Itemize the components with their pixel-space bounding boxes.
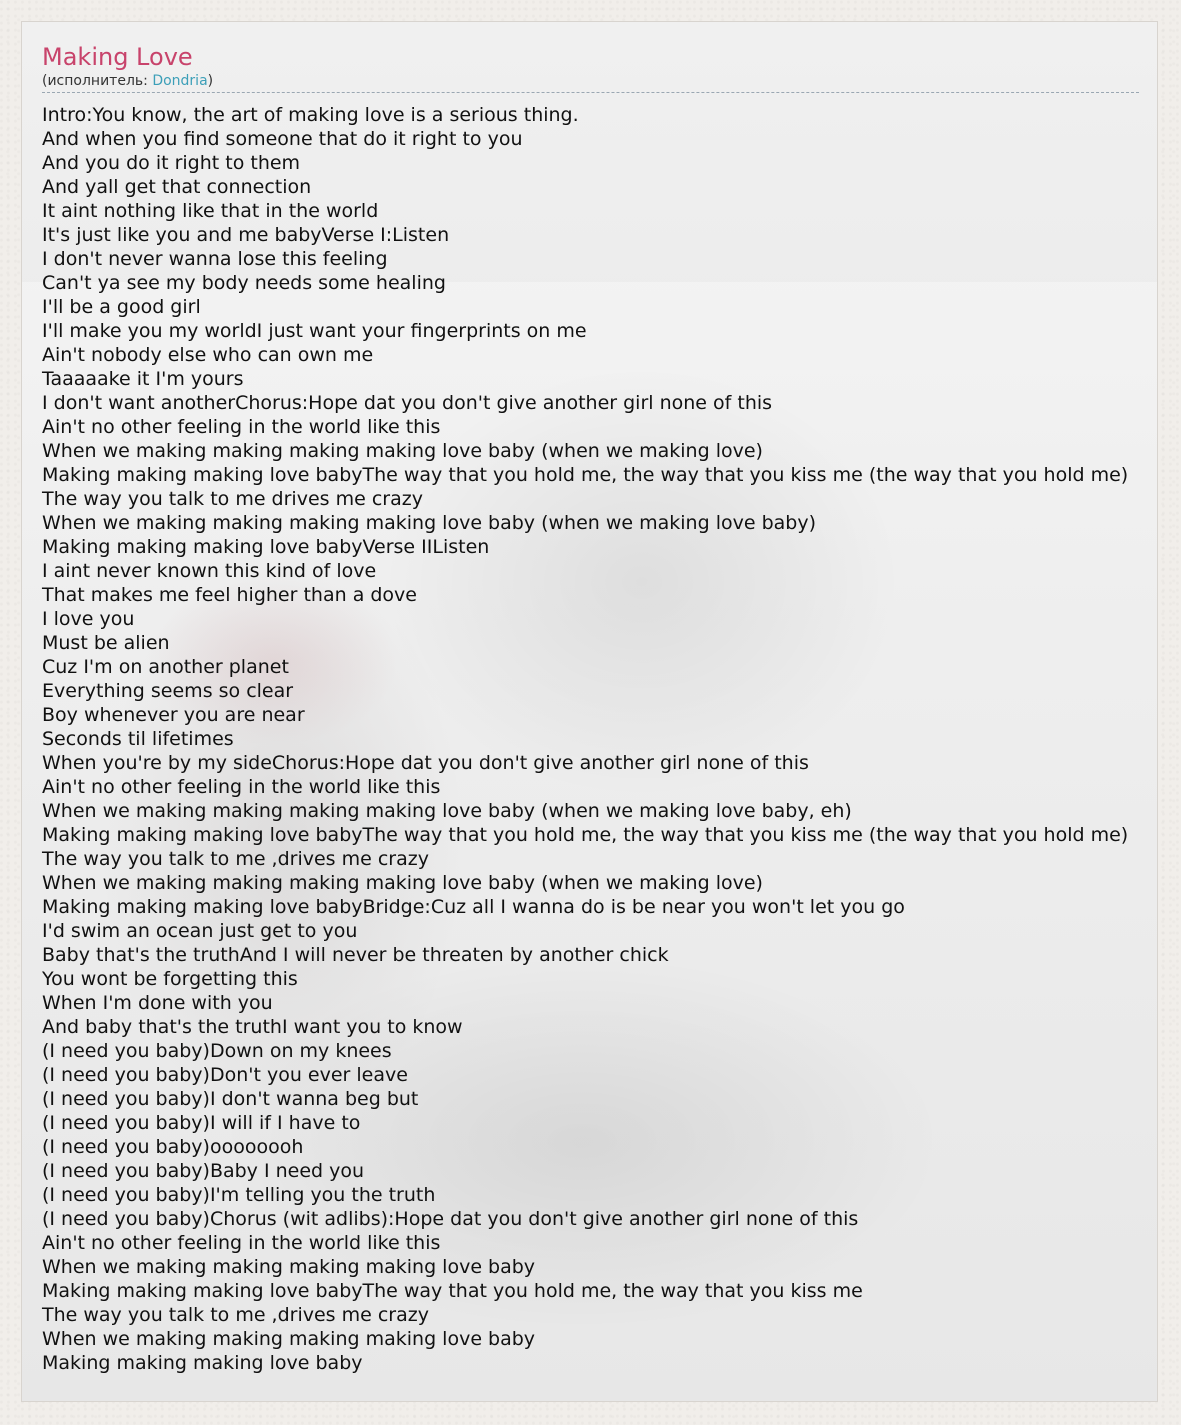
lyric-line: And when you find someone that do it right to you [42,128,523,150]
lyric-line: Making making making love babyThe way that you hold me, the way that you kiss me [42,1280,863,1302]
lyric-line: (I need you baby)I don't wanna beg but [42,1088,419,1110]
lyric-line: Making making making love baby [42,1352,363,1374]
lyric-line: I don't never wanna lose this feeling [42,248,388,270]
song-content [42,42,1158,1375]
lyric-line: (I need you baby)oooooooh [42,1136,304,1158]
lyric-line: The way you talk to me ,drives me crazy [42,848,429,870]
lyric-line: When we making making making making love baby (when we making love) [42,440,763,462]
lyric-line: When we making making making making love baby [42,1256,536,1278]
title-divider [42,92,1139,93]
lyric-line: And baby that's the truthI want you to know [42,1016,463,1038]
lyric-line: Ain't nobody else who can own me [42,344,374,366]
lyric-line: I'll be a good girl [42,296,201,318]
lyric-line: And yall get that connection [42,176,312,198]
lyric-line: (I need you baby)Baby I need you [42,1160,365,1182]
lyric-line: When we making making making making love baby (when we making love) [42,872,763,894]
lyric-line: (I need you baby)I will if I have to [42,1112,361,1134]
lyric-line: Making making making love babyVerse IIListen [42,536,490,558]
lyric-line: (I need you baby)Chorus (wit adlibs):Hope dat you don't give another girl none of this [42,1208,859,1230]
lyric-line: It aint nothing like that in the world [42,200,379,222]
lyric-line: Seconds til lifetimes [42,728,234,750]
lyric-line: (I need you baby)Down on my knees [42,1040,392,1062]
lyric-line: When we making making making making love baby (when we making love baby) [42,512,816,534]
artist-link[interactable]: Dondria [152,73,208,89]
lyric-line: It's just like you and me babyVerse I:Listen [42,224,450,246]
lyric-line: Cuz I'm on another planet [42,656,289,678]
lyric-line: When you're by my sideChorus:Hope dat you don't give another girl none of this [42,752,809,774]
lyric-line: I don't want anotherChorus:Hope dat you don't give another girl none of this [42,392,773,414]
lyric-line: Baby that's the truthAnd I will never be threaten by another chick [42,944,669,966]
song-title: Making Love [42,43,193,71]
lyric-line: Intro:You know, the art of making love is a serious thing. [42,104,579,126]
lyric-line: Taaaaake it I'm yours [42,368,244,390]
lyric-line: And you do it right to them [42,152,301,174]
lyric-line: Can't ya see my body needs some healing [42,272,446,294]
lyric-line: Ain't no other feeling in the world like this [42,1232,441,1254]
lyric-line: Must be alien [42,632,170,654]
lyric-line: Boy whenever you are near [42,704,305,726]
lyric-line: Ain't no other feeling in the world like this [42,776,441,798]
artist-suffix: ) [207,73,214,89]
lyric-line: When we making making making making love baby [42,1328,536,1350]
lyric-line: (I need you baby)I'm telling you the truth [42,1184,436,1206]
lyric-line: Everything seems so clear [42,680,294,702]
lyric-line: (I need you baby)Don't you ever leave [42,1064,408,1086]
lyric-line: The way you talk to me ,drives me crazy [42,1304,429,1326]
lyric-line: I aint never known this kind of love [42,560,377,582]
lyrics-text [42,103,1158,1375]
lyrics-card [21,21,1158,1402]
lyric-line: The way you talk to me drives me crazy [42,488,423,510]
lyric-line: Making making making love babyBridge:Cuz all I wanna do is be near you won't let you go [42,896,905,918]
lyric-line: Making making making love babyThe way that you hold me, the way that you kiss me (the way that you hold me) [42,464,1129,486]
lyric-line: I love you [42,608,135,630]
lyric-line: Making making making love babyThe way that you hold me, the way that you kiss me (the way that you hold me) [42,824,1129,846]
lyric-line: That makes me feel higher than a dove [42,584,417,606]
lyric-line: Ain't no other feeling in the world like this [42,416,441,438]
lyric-line: You wont be forgetting this [42,968,298,990]
artist-line [42,72,1158,92]
lyric-line: I'll make you my worldI just want your fingerprints on me [42,320,587,342]
lyric-line: When we making making making making love baby (when we making love baby, eh) [42,800,852,822]
lyric-line: I'd swim an ocean just get to you [42,920,358,942]
artist-prefix: (исполнитель: [42,73,153,89]
lyric-line: When I'm done with you [42,992,273,1014]
